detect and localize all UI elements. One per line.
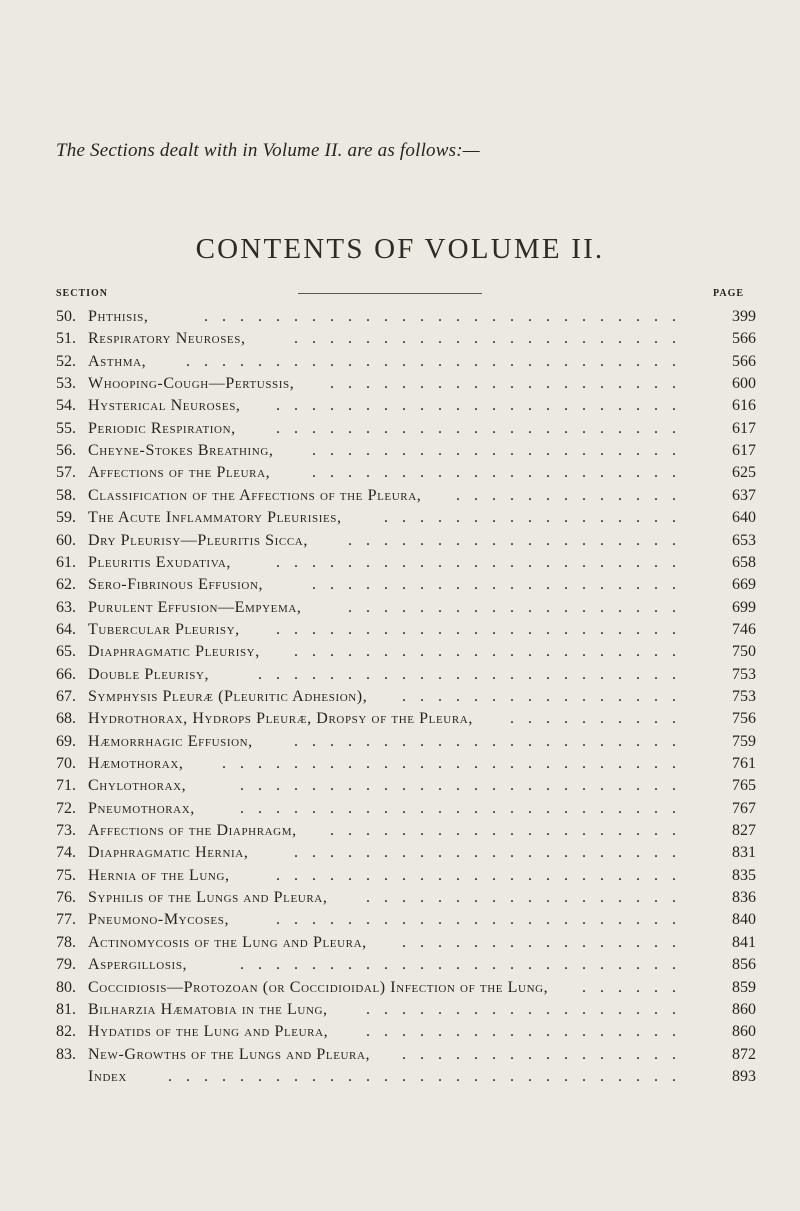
section-title: Hernia of the Lung, [88,867,230,884]
page-number: 669 [732,576,756,593]
section-title: Symphysis Pleuræ (Pleuritic Adhesion), [88,688,368,705]
page-number: 399 [732,308,756,325]
page-number: 653 [732,532,756,549]
section-title: Pneumono-Mycoses, [88,911,230,928]
contents-entry [56,932,756,954]
section-number: 79. [56,956,76,973]
page-number: 750 [732,643,756,660]
section-title: Hæmothorax, [88,755,184,772]
contents-entry [56,820,756,842]
section-title: Hysterical Neuroses, [88,397,241,414]
dot-leader: ....................... [276,911,690,928]
section-number: 63. [56,599,76,616]
page-number: 872 [732,1046,756,1063]
section-title: Affections of the Pleura, [88,464,271,481]
section-title: Actinomycosis of the Lung and Pleura, [88,934,367,951]
dot-leader: ....................... [276,621,690,638]
contents-entry [56,306,756,328]
section-number: 69. [56,733,76,750]
section-number: 56. [56,442,76,459]
page-number: 841 [732,934,756,951]
page-number: 827 [732,822,756,839]
dot-leader: ...................... [294,844,690,861]
contents-entry [56,485,756,507]
page-number: 658 [732,554,756,571]
section-title: New-Growths of the Lungs and Pleura, [88,1046,371,1063]
contents-entry [56,619,756,641]
section-title: Classification of the Affections of the Pleura, [88,487,422,504]
dot-leader: .................. [366,1023,690,1040]
section-title: Phthisis, [88,308,149,325]
page-number: 566 [732,330,756,347]
page-number: 746 [732,621,756,638]
section-number: 73. [56,822,76,839]
section-number: 68. [56,710,76,727]
page-number: 765 [732,777,756,794]
dot-leader: ...................... [294,643,690,660]
dot-leader: ......................... [240,777,690,794]
page-number: 617 [732,420,756,437]
section-number: 75. [56,867,76,884]
section-number: 55. [56,420,76,437]
dot-leader: ................... [348,532,690,549]
contents-entry-index [56,1066,756,1088]
section-number: 54. [56,397,76,414]
page-number: 836 [732,889,756,906]
section-title: Respiratory Neuroses, [88,330,246,347]
section-title: Pleuritis Exudativa, [88,554,231,571]
contents-entry [56,351,756,373]
section-number: 64. [56,621,76,638]
dot-leader: ................... [348,599,690,616]
page-number: 756 [732,710,756,727]
dot-leader: ......................... [240,956,690,973]
contents-entry [56,753,756,775]
dot-leader: ................ [402,688,690,705]
section-title: Hæmorrhagic Effusion, [88,733,253,750]
section-number: 66. [56,666,76,683]
dot-leader: .................... [330,822,690,839]
contents-entry [56,1044,756,1066]
section-number: 76. [56,889,76,906]
dot-leader: ....................... [276,554,690,571]
section-number: 74. [56,844,76,861]
section-title: Purulent Effusion—Empyema, [88,599,302,616]
contents-entry [56,954,756,976]
section-title: Whooping-Cough—Pertussis, [88,375,295,392]
dot-leader: ..................... [312,464,690,481]
page-number: 893 [732,1068,756,1085]
contents-entry [56,530,756,552]
section-title: Hydrothorax, Hydrops Pleuræ, Dropsy of the Pleura, [88,710,473,727]
section-number: 80. [56,979,76,996]
page-number: 759 [732,733,756,750]
dot-leader: ......................... [240,800,690,817]
dot-leader: ...................... [294,330,690,347]
section-number: 67. [56,688,76,705]
section-title: Index [88,1068,127,1085]
dot-leader: ....................... [276,867,690,884]
contents-entry [56,842,756,864]
section-title: Diaphragmatic Hernia, [88,844,249,861]
page-number: 860 [732,1023,756,1040]
section-number: 71. [56,777,76,794]
contents-entry [56,865,756,887]
section-title: Double Pleurisy, [88,666,210,683]
page-number: 616 [732,397,756,414]
title-rule [298,293,482,294]
page-title: CONTENTS OF VOLUME II. [195,233,605,265]
section-number: 61. [56,554,76,571]
section-number: 78. [56,934,76,951]
section-number: 70. [56,755,76,772]
contents-entry [56,1021,756,1043]
dot-leader: .................. [366,1001,690,1018]
contents-entry [56,507,756,529]
dot-leader: ............. [456,487,690,504]
page-number: 753 [732,666,756,683]
dot-leader: ................ [402,934,690,951]
section-title: Chylothorax, [88,777,187,794]
contents-entry [56,708,756,730]
section-title: Affections of the Diaphragm, [88,822,297,839]
contents-entry [56,462,756,484]
dot-leader: ................. [384,509,690,526]
dot-leader: ............................ [186,353,690,370]
section-number: 51. [56,330,76,347]
page-number: 767 [732,800,756,817]
section-number: 62. [56,576,76,593]
dot-leader: ........................... [204,308,690,325]
contents-entry [56,977,756,999]
page-number: 625 [732,464,756,481]
section-column-header: SECTION [56,288,109,299]
section-number: 82. [56,1023,76,1040]
section-number: 72. [56,800,76,817]
contents-entry [56,395,756,417]
page-number: 640 [732,509,756,526]
dot-leader: .......................... [222,755,690,772]
contents-entry [56,887,756,909]
dot-leader: .......... [510,710,690,727]
dot-leader: ...... [582,979,690,996]
page-number: 600 [732,375,756,392]
section-number: 50. [56,308,76,325]
section-title: Dry Pleurisy—Pleuritis Sicca, [88,532,308,549]
dot-leader: ............................. [168,1068,690,1085]
section-title: Diaphragmatic Pleurisy, [88,643,260,660]
page-number: 835 [732,867,756,884]
page-number: 840 [732,911,756,928]
page-number: 699 [732,599,756,616]
page-number: 831 [732,844,756,861]
dot-leader: .................... [330,375,690,392]
dot-leader: ..................... [312,442,690,459]
section-title: Pneumothorax, [88,800,195,817]
page-number: 617 [732,442,756,459]
section-title: Asthma, [88,353,147,370]
contents-entry [56,373,756,395]
contents-entry [56,686,756,708]
section-title: Bilharzia Hæmatobia in the Lung, [88,1001,328,1018]
section-number: 53. [56,375,76,392]
contents-entry [56,664,756,686]
section-number: 59. [56,509,76,526]
contents-entry [56,552,756,574]
dot-leader: ...................... [294,733,690,750]
dot-leader: ................ [402,1046,690,1063]
page-number: 753 [732,688,756,705]
section-title: Syphilis of the Lungs and Pleura, [88,889,328,906]
contents-entry [56,574,756,596]
section-number: 58. [56,487,76,504]
section-title: Periodic Respiration, [88,420,236,437]
dot-leader: ..................... [312,576,690,593]
contents-entry [56,999,756,1021]
contents-entry [56,641,756,663]
contents-entry [56,418,756,440]
section-title: The Acute Inflammatory Pleurisies, [88,509,342,526]
contents-entry [56,328,756,350]
section-number: 83. [56,1046,76,1063]
contents-entry [56,798,756,820]
dot-leader: ........................ [258,666,690,683]
contents-entry [56,731,756,753]
page-number: 761 [732,755,756,772]
section-title: Coccidiosis—Protozoan (or Coccidioidal) Infection of the Lung, [88,979,549,996]
section-number: 57. [56,464,76,481]
contents-entry [56,775,756,797]
dot-leader: .................. [366,889,690,906]
contents-entry [56,440,756,462]
section-number: 65. [56,643,76,660]
page-number: 856 [732,956,756,973]
section-title: Aspergillosis, [88,956,188,973]
intro-text: The Sections dealt with in Volume II. are as follows:— [56,140,480,161]
page-column-header: PAGE [713,288,745,299]
section-title: Sero-Fibrinous Effusion, [88,576,264,593]
section-title: Hydatids of the Lung and Pleura, [88,1023,329,1040]
section-number: 60. [56,532,76,549]
contents-entry [56,909,756,931]
page-number: 859 [732,979,756,996]
contents-entry [56,597,756,619]
page-number: 566 [732,353,756,370]
section-title: Cheyne-Stokes Breathing, [88,442,274,459]
section-number: 52. [56,353,76,370]
dot-leader: ....................... [276,420,690,437]
section-number: 77. [56,911,76,928]
dot-leader: ....................... [276,397,690,414]
section-title: Tubercular Pleurisy, [88,621,240,638]
section-number: 81. [56,1001,76,1018]
page-number: 637 [732,487,756,504]
page-number: 860 [732,1001,756,1018]
